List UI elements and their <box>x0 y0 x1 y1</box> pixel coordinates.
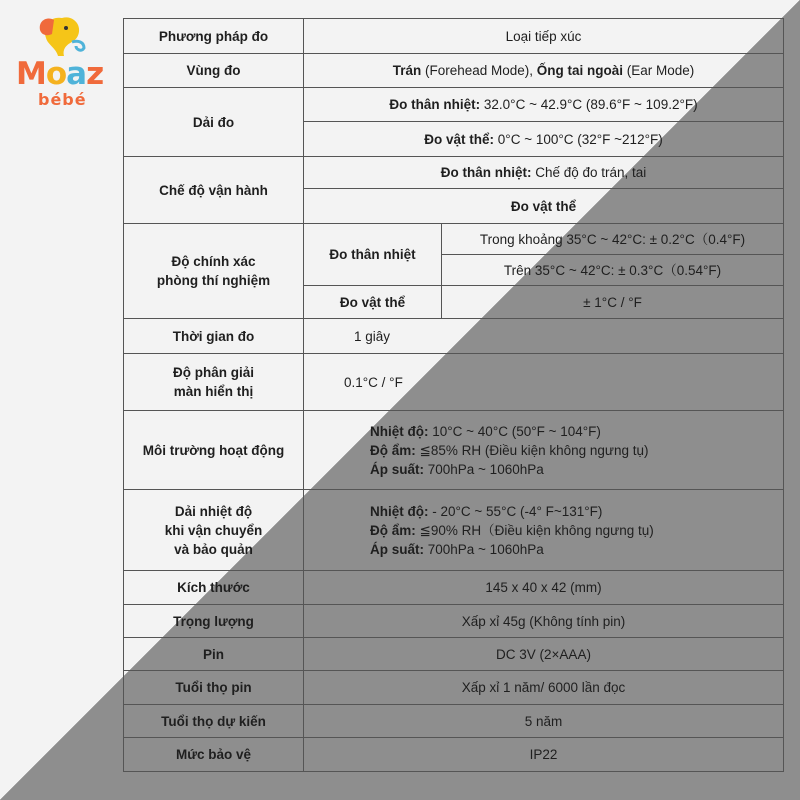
table-row <box>124 490 784 571</box>
row-value: 5 năm <box>304 705 784 738</box>
row-value: Đo vật thể <box>304 189 784 224</box>
sub-label: Đo vật thể <box>304 286 442 319</box>
table-row <box>124 638 784 671</box>
spec-table <box>123 18 784 772</box>
row-label: Độ phân giải màn hiển thị <box>124 354 304 411</box>
table-row <box>124 605 784 638</box>
row-label: Mức bảo vệ <box>124 738 304 772</box>
row-label: Dải nhiệt độ khi vận chuyển và bảo quản <box>124 490 304 571</box>
row-value: 0.1°C / °F <box>304 354 784 411</box>
table-row <box>124 738 784 772</box>
table-row <box>124 54 784 88</box>
table-row <box>124 157 784 189</box>
row-label: Trọng lượng <box>124 605 304 638</box>
row-label: Chế độ vận hành <box>124 157 304 224</box>
table-row <box>124 224 784 255</box>
row-label: Vùng đo <box>124 54 304 88</box>
row-label: Độ chính xác phòng thí nghiệm <box>124 224 304 319</box>
table-row <box>124 354 784 411</box>
table-row <box>124 88 784 122</box>
row-value: Loại tiếp xúc <box>304 19 784 54</box>
table-row <box>124 671 784 705</box>
row-value: DC 3V (2×AAA) <box>304 638 784 671</box>
row-label: Tuổi thọ dự kiến <box>124 705 304 738</box>
row-value: Trán (Forehead Mode), Ống tai ngoài (Ear Mode) <box>304 54 784 88</box>
row-label: Kích thước <box>124 571 304 605</box>
row-value: Xấp xỉ 45g (Không tính pin) <box>304 605 784 638</box>
row-label: Dải đo <box>124 88 304 157</box>
row-value: Xấp xỉ 1 năm/ 6000 lần đọc <box>304 671 784 705</box>
row-label: Tuổi thọ pin <box>124 671 304 705</box>
table-row <box>124 19 784 54</box>
row-label: Môi trường hoạt động <box>124 411 304 490</box>
table-row <box>124 319 784 354</box>
row-value: Đo thân nhiệt: 32.0°C ~ 42.9°C (89.6°F ~ 109.2°F) <box>304 88 784 122</box>
row-label: Pin <box>124 638 304 671</box>
brand-logo: Moaz bébé <box>14 12 114 107</box>
sub-label: Đo thân nhiệt <box>304 224 442 286</box>
row-value: 1 giây <box>304 319 784 354</box>
row-value: Trong khoảng 35°C ~ 42°C: ± 0.2°C（0.4°F) <box>442 224 784 255</box>
table-row <box>124 411 784 490</box>
elephant-icon <box>32 12 92 62</box>
row-label: Phương pháp đo <box>124 19 304 54</box>
row-value: ± 1°C / °F <box>442 286 784 319</box>
row-value: Đo thân nhiệt: Chế độ đo trán, tai <box>304 157 784 189</box>
row-value: Đo vật thể: 0°C ~ 100°C (32°F ~212°F) <box>304 122 784 157</box>
row-label: Thời gian đo <box>124 319 304 354</box>
table-row <box>124 705 784 738</box>
row-value: Nhiệt độ: - 20°C ~ 55°C (-4° F~131°F) Độ ẩm: ≦90% RH（Điều kiện không ngưng tụ) Áp suất: 700hPa ~ 1060hPa <box>304 490 784 571</box>
row-value: 145 x 40 x 42 (mm) <box>304 571 784 605</box>
row-value: Trên 35°C ~ 42°C: ± 0.3°C（0.54°F) <box>442 255 784 286</box>
row-value: IP22 <box>304 738 784 772</box>
row-value: Nhiệt độ: 10°C ~ 40°C (50°F ~ 104°F) Độ ẩm: ≦85% RH (Điều kiện không ngưng tụ) Áp suất: 700hPa ~ 1060hPa <box>304 411 784 490</box>
table-row <box>124 571 784 605</box>
